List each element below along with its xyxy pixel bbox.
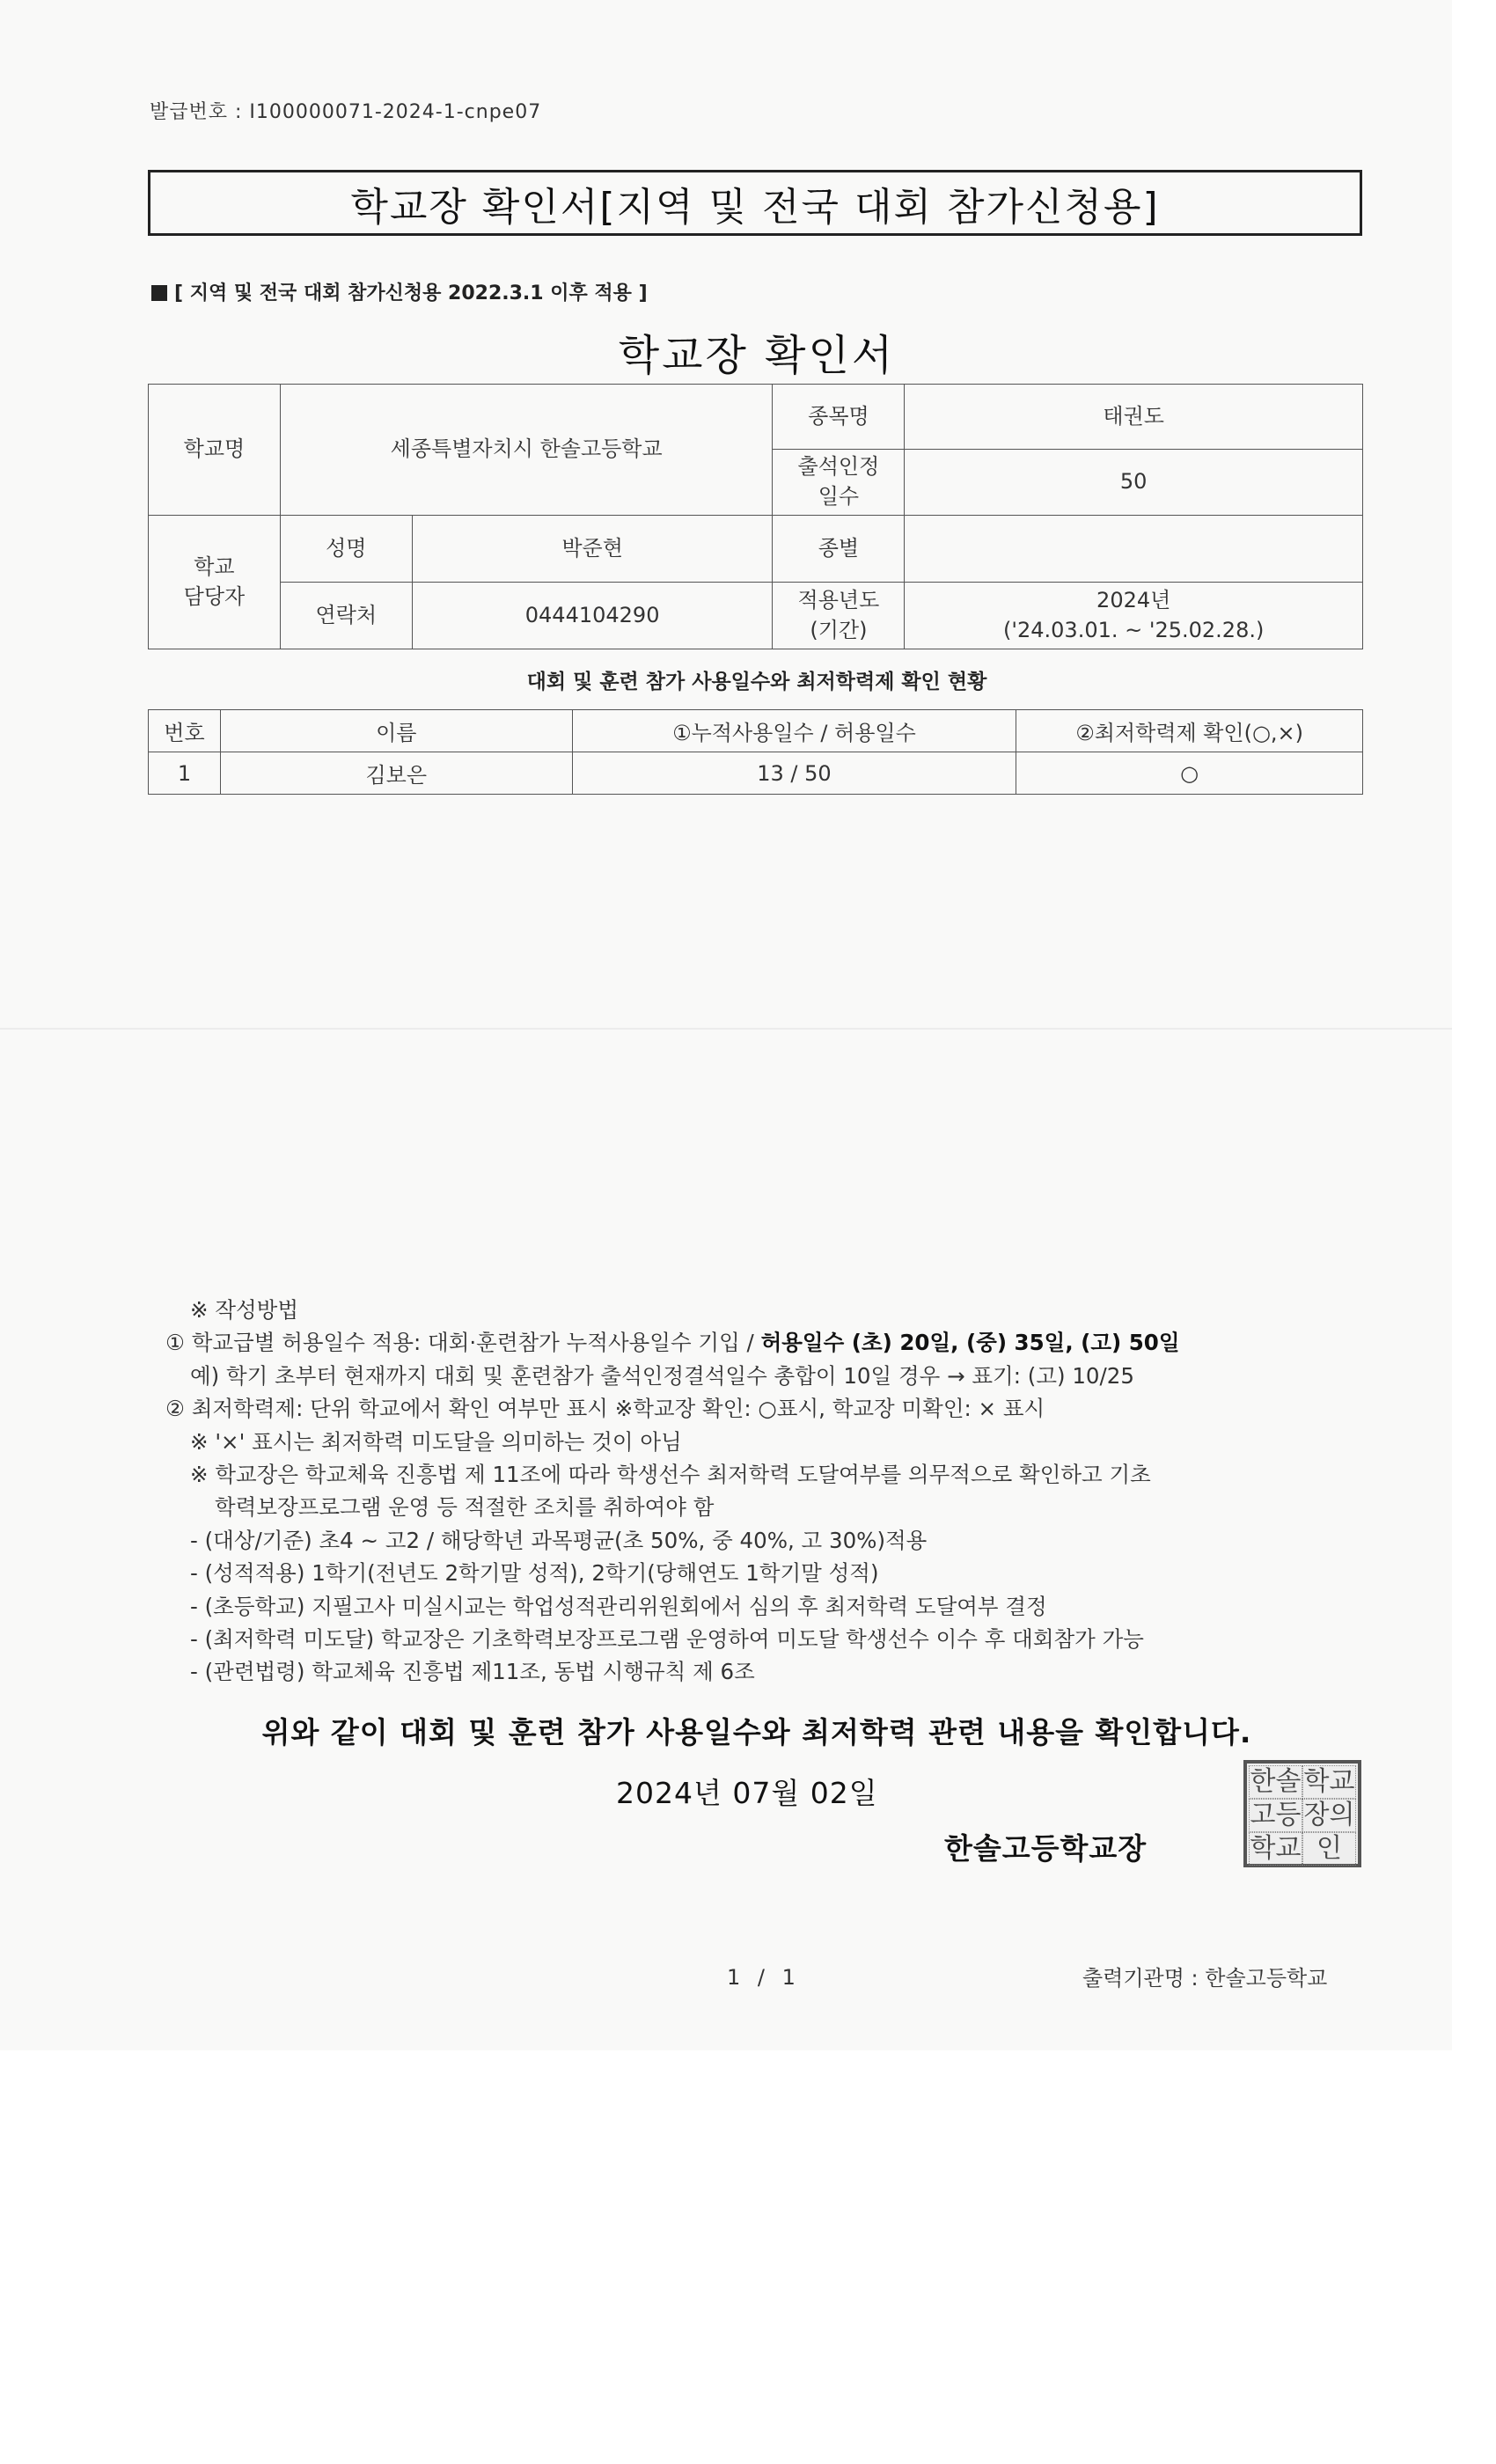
seal-char: 인 [1302, 1832, 1356, 1866]
seal-char: 학교 [1250, 1833, 1302, 1864]
year-label-2: (기간) [810, 617, 868, 642]
manager-label-1: 학교 [194, 554, 235, 579]
row-name: 김보은 [220, 752, 572, 795]
header-number: 번호 [149, 710, 221, 752]
doc-title: 학교장 확인서 [618, 331, 896, 380]
type-value [905, 516, 1363, 583]
year-value-1: 2024년 [1096, 587, 1171, 612]
method-line-5: ※ 학교장은 학교체육 진흥법 제 11조에 따라 학생선수 최저학력 도달여부를 의무적으로 확인하고 기초 [190, 1462, 1151, 1488]
attendance-value: 50 [905, 450, 1363, 516]
year-label-1: 적용년도 [797, 587, 880, 612]
attendance-label [773, 450, 905, 516]
fold-line [0, 1028, 1452, 1030]
method-line-8: - (성적적용) 1학기(전년도 2학기말 성적), 2학기(당해연도 1학기말 성적) [190, 1560, 879, 1587]
school-seal [1243, 1760, 1361, 1867]
writing-method [165, 1294, 1380, 1689]
table-row [149, 752, 1363, 795]
list-title: 대회 및 훈련 참가 사용일수와 최저학력제 확인 현황 [526, 671, 987, 693]
method-line-2: 예) 학기 초부터 현재까지 대회 및 훈련참가 출석인정결석일수 총합이 10일 경우 → 표기: (고) 10/25 [190, 1362, 1134, 1389]
method-line-7: - (대상/기준) 초4 ~ 고2 / 해당학년 과목평균(초 50%, 중 40%, 고 30%)적용 [190, 1527, 928, 1553]
year-value-2: ('24.03.01. ~ '25.02.28.) [1003, 617, 1265, 642]
type-label: 종별 [773, 516, 905, 583]
issue-number: 발급번호 : I100000071-2024-1-cnpe07 [150, 101, 542, 123]
year-value [905, 583, 1363, 649]
page-number: 1 / 1 [727, 1965, 801, 1990]
method-heading: ※ 작성방법 [190, 1297, 298, 1323]
method-line-1a: ① 학교급별 허용일수 적용: 대회·훈련참가 누적사용일수 기입 / [165, 1330, 761, 1356]
manager-label-2: 담당자 [183, 583, 246, 609]
name-label: 성명 [280, 516, 412, 583]
header-min-academic: ②최저학력제 확인(○,×) [1016, 710, 1363, 752]
seal-char: 고등 [1250, 1800, 1302, 1830]
header-days: ①누적사용일수 / 허용일수 [572, 710, 1016, 752]
school-label: 학교명 [149, 385, 281, 516]
title-box: 학교장 확인서[지역 및 전국 대회 참가신청용] [148, 170, 1362, 236]
school-value: 세종특별자치시 한솔고등학교 [280, 385, 773, 516]
method-line-9: - (초등학교) 지필고사 미실시교는 학업성적관리위원회에서 심의 후 최저학력 도달여부 결정 [190, 1593, 1047, 1619]
seal-char: 한솔 [1250, 1766, 1302, 1797]
attendance-label-2: 일수 [818, 484, 860, 509]
issue-date: 2024년 07월 02일 [616, 1776, 878, 1810]
table-header-row [149, 710, 1363, 752]
principal-name: 한솔고등학교장 [944, 1831, 1148, 1866]
method-line-3: ② 최저학력제: 단위 학교에서 확인 여부만 표시 ※학교장 확인: ○표시, 학교장 미확인: × 표시 [165, 1396, 1045, 1422]
subnote-text: [ 지역 및 전국 대회 참가신청용 2022.3.1 이후 적용 ] [174, 282, 648, 304]
row-number: 1 [149, 752, 221, 795]
method-line-6: 학력보장프로그램 운영 등 적절한 조치를 취하여야 함 [215, 1494, 715, 1521]
attendance-label-1: 출석인정 [797, 454, 880, 480]
seal-char: 장의 [1303, 1800, 1355, 1830]
event-value: 태권도 [905, 385, 1363, 450]
contact-value: 0444104290 [412, 583, 773, 649]
name-value: 박준현 [412, 516, 773, 583]
square-bullet-icon [151, 285, 167, 301]
manager-label [149, 516, 281, 649]
printer-info: 출력기관명 : 한솔고등학교 [1082, 1966, 1328, 1991]
row-days: 13 / 50 [572, 752, 1016, 795]
subnote [151, 278, 648, 305]
row-min-academic: ○ [1016, 752, 1363, 795]
confirm-statement: 위와 같이 대회 및 훈련 참가 사용일수와 최저학력 관련 내용을 확인합니다. [261, 1715, 1252, 1749]
seal-char: 학교 [1303, 1766, 1355, 1797]
year-label [773, 583, 905, 649]
contact-label: 연락처 [280, 583, 412, 649]
header-name: 이름 [220, 710, 572, 752]
event-label: 종목명 [773, 385, 905, 450]
method-line-4: ※ '×' 표시는 최저학력 미도달을 의미하는 것이 아님 [190, 1428, 682, 1455]
method-line-1b: 허용일수 (초) 20일, (중) 35일, (고) 50일 [760, 1330, 1180, 1356]
method-line-10: - (최저학력 미도달) 학교장은 기초학력보장프로그램 운영하여 미도달 학생선수 이수 후 대회참가 가능 [190, 1626, 1144, 1653]
usage-table [148, 709, 1363, 795]
info-table [148, 384, 1363, 649]
method-line-1 [165, 1326, 1380, 1359]
method-line-11: - (관련법령) 학교체육 진흥법 제11조, 동법 시행규칙 제 6조 [190, 1659, 755, 1685]
